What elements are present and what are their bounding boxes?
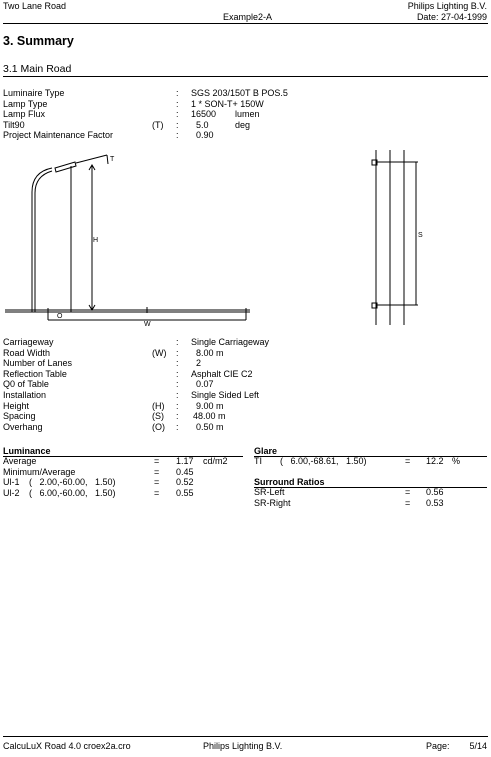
pole-inner-outline xyxy=(35,171,52,312)
tilt-marker xyxy=(107,155,108,164)
footer-center: Philips Lighting B.V. xyxy=(203,741,283,751)
footer-page-value: 5/14 xyxy=(469,741,487,751)
surround-value-1: 0.53 xyxy=(426,497,444,508)
luminaire-label-3: Tilt90 xyxy=(3,119,25,130)
road-colon-2: : xyxy=(176,358,179,369)
footer-left: CalcuLuX Road 4.0 croex2a.cro xyxy=(3,741,131,751)
road-label-0: Carriageway xyxy=(3,337,54,347)
luminance-label-3: Ul-2 xyxy=(3,487,20,498)
road-label-1: Road Width xyxy=(3,347,51,358)
luminance-value-1: 0.45 xyxy=(176,466,194,477)
road-value-8: 0.50 m xyxy=(196,421,224,432)
road-value-5: Single Sided Left xyxy=(191,390,260,400)
subsection-rule xyxy=(3,76,488,77)
footer-page-label: Page: xyxy=(426,741,450,751)
road-value-6: 9.00 m xyxy=(196,400,224,411)
header-center: Example2-A xyxy=(223,12,273,22)
luminance-label-1: Minimum/Average xyxy=(3,466,76,477)
luminaire-value-0: SGS 203/150T B POS.5 xyxy=(191,88,288,98)
luminance-value-3: 0.55 xyxy=(176,487,194,498)
luminaire-unit-3: deg xyxy=(235,119,251,130)
diagram-label-s: S xyxy=(418,232,423,239)
road-label-8: Overhang xyxy=(3,421,43,432)
diagram-label-w: W xyxy=(144,321,151,328)
luminaire-colon-2: : xyxy=(176,109,179,120)
footer-rule xyxy=(3,736,488,737)
road-colon-8: : xyxy=(176,421,179,432)
luminance-label-0: Average xyxy=(3,456,37,466)
surround-label-0: SR-Left xyxy=(254,487,285,497)
section-title: 3. Summary xyxy=(3,34,74,48)
glare-title: Glare xyxy=(254,446,278,456)
road-value-0: Single Carriageway xyxy=(191,337,270,347)
diagram-label-h: H xyxy=(93,237,99,244)
surround-label-1: SR-Right xyxy=(254,497,291,508)
tilt-line xyxy=(76,155,107,163)
road-value-7: 48.00 m xyxy=(193,411,226,422)
luminance-args-2: ( 2.00,-60.00, 1.50) xyxy=(29,477,116,488)
road-label-4: Q0 of Table xyxy=(3,379,49,390)
surround-table xyxy=(254,487,487,511)
surround-value-0: 0.56 xyxy=(426,487,444,497)
road-label-2: Number of Lanes xyxy=(3,358,73,369)
road-colon-3: : xyxy=(176,368,179,379)
luminance-title: Luminance xyxy=(3,446,51,456)
luminaire-unit-2: lumen xyxy=(235,109,260,120)
diagram-label-t: T xyxy=(110,156,115,163)
luminaire-sym-3: (T) xyxy=(152,119,164,130)
glare-table xyxy=(254,456,487,468)
glare-unit: % xyxy=(452,456,461,466)
glare-value: 12.2 xyxy=(426,456,444,466)
road-value-2: 2 xyxy=(196,358,202,369)
road-value-4: 0.07 xyxy=(196,379,214,390)
luminance-eq-2: = xyxy=(154,477,160,488)
road-colon-5: : xyxy=(176,390,179,400)
glare-eq: = xyxy=(405,456,411,466)
luminance-label-2: Ul-1 xyxy=(3,477,20,488)
luminaire-label-4: Project Maintenance Factor xyxy=(3,130,114,141)
luminaire-head xyxy=(55,162,76,172)
luminance-unit-0: cd/m2 xyxy=(203,456,228,466)
road-sym-8: (O) xyxy=(152,421,165,432)
road-colon-0: : xyxy=(176,337,179,347)
road-sym-6: (H) xyxy=(152,400,165,411)
luminaire-colon-0: : xyxy=(176,88,179,98)
road-colon-1: : xyxy=(176,347,179,358)
road-colon-7: : xyxy=(176,411,179,422)
road-sym-7: (S) xyxy=(152,411,164,422)
road-plan-view-diagram xyxy=(360,145,450,330)
luminaire-value-2: 16500 xyxy=(191,109,217,120)
road-label-6: Height xyxy=(3,400,30,411)
road-sym-1: (W) xyxy=(152,347,167,358)
luminaire-colon-4: : xyxy=(176,130,179,141)
luminance-value-2: 0.52 xyxy=(176,477,194,488)
road-colon-4: : xyxy=(176,379,179,390)
header-rule xyxy=(3,23,488,24)
luminaire-label-2: Lamp Flux xyxy=(3,109,46,120)
luminaire-label-1: Lamp Type xyxy=(3,98,48,109)
surround-eq-1: = xyxy=(405,497,411,508)
header-right-top: Philips Lighting B.V. xyxy=(407,1,487,11)
luminaire-colon-1: : xyxy=(176,98,179,109)
road-value-1: 8.00 m xyxy=(196,347,224,358)
subsection-title: 3.1 Main Road xyxy=(3,63,72,75)
luminaire-label-0: Luminaire Type xyxy=(3,88,65,98)
surround-eq-0: = xyxy=(405,487,411,497)
diagram-label-o: O xyxy=(57,313,63,320)
header-left: Two Lane Road xyxy=(3,1,67,11)
header-right-bottom: Date: 27-04-1999 xyxy=(416,12,487,22)
road-colon-6: : xyxy=(176,400,179,411)
luminance-value-0: 1.17 xyxy=(176,456,194,466)
luminance-args-3: ( 6.00,-60.00, 1.50) xyxy=(29,487,116,498)
road-cross-section-diagram xyxy=(0,150,260,330)
surround-title: Surround Ratios xyxy=(254,477,325,487)
luminaire-value-1: 1 * SON-T+ 150W xyxy=(191,98,264,109)
luminaire-value-4: 0.90 xyxy=(196,130,214,141)
road-label-3: Reflection Table xyxy=(3,368,67,379)
road-value-3: Asphalt CIE C2 xyxy=(191,368,253,379)
glare-label: TI xyxy=(254,456,262,466)
luminaire-colon-3: : xyxy=(176,119,179,130)
luminance-eq-3: = xyxy=(154,487,160,498)
road-label-7: Spacing xyxy=(3,411,36,422)
luminance-eq-0: = xyxy=(154,456,160,466)
luminaire-value-3: 5.0 xyxy=(196,119,209,130)
road-label-5: Installation xyxy=(3,390,47,400)
glare-args: ( 6.00,-68.61, 1.50) xyxy=(280,456,367,466)
luminance-eq-1: = xyxy=(154,466,160,477)
